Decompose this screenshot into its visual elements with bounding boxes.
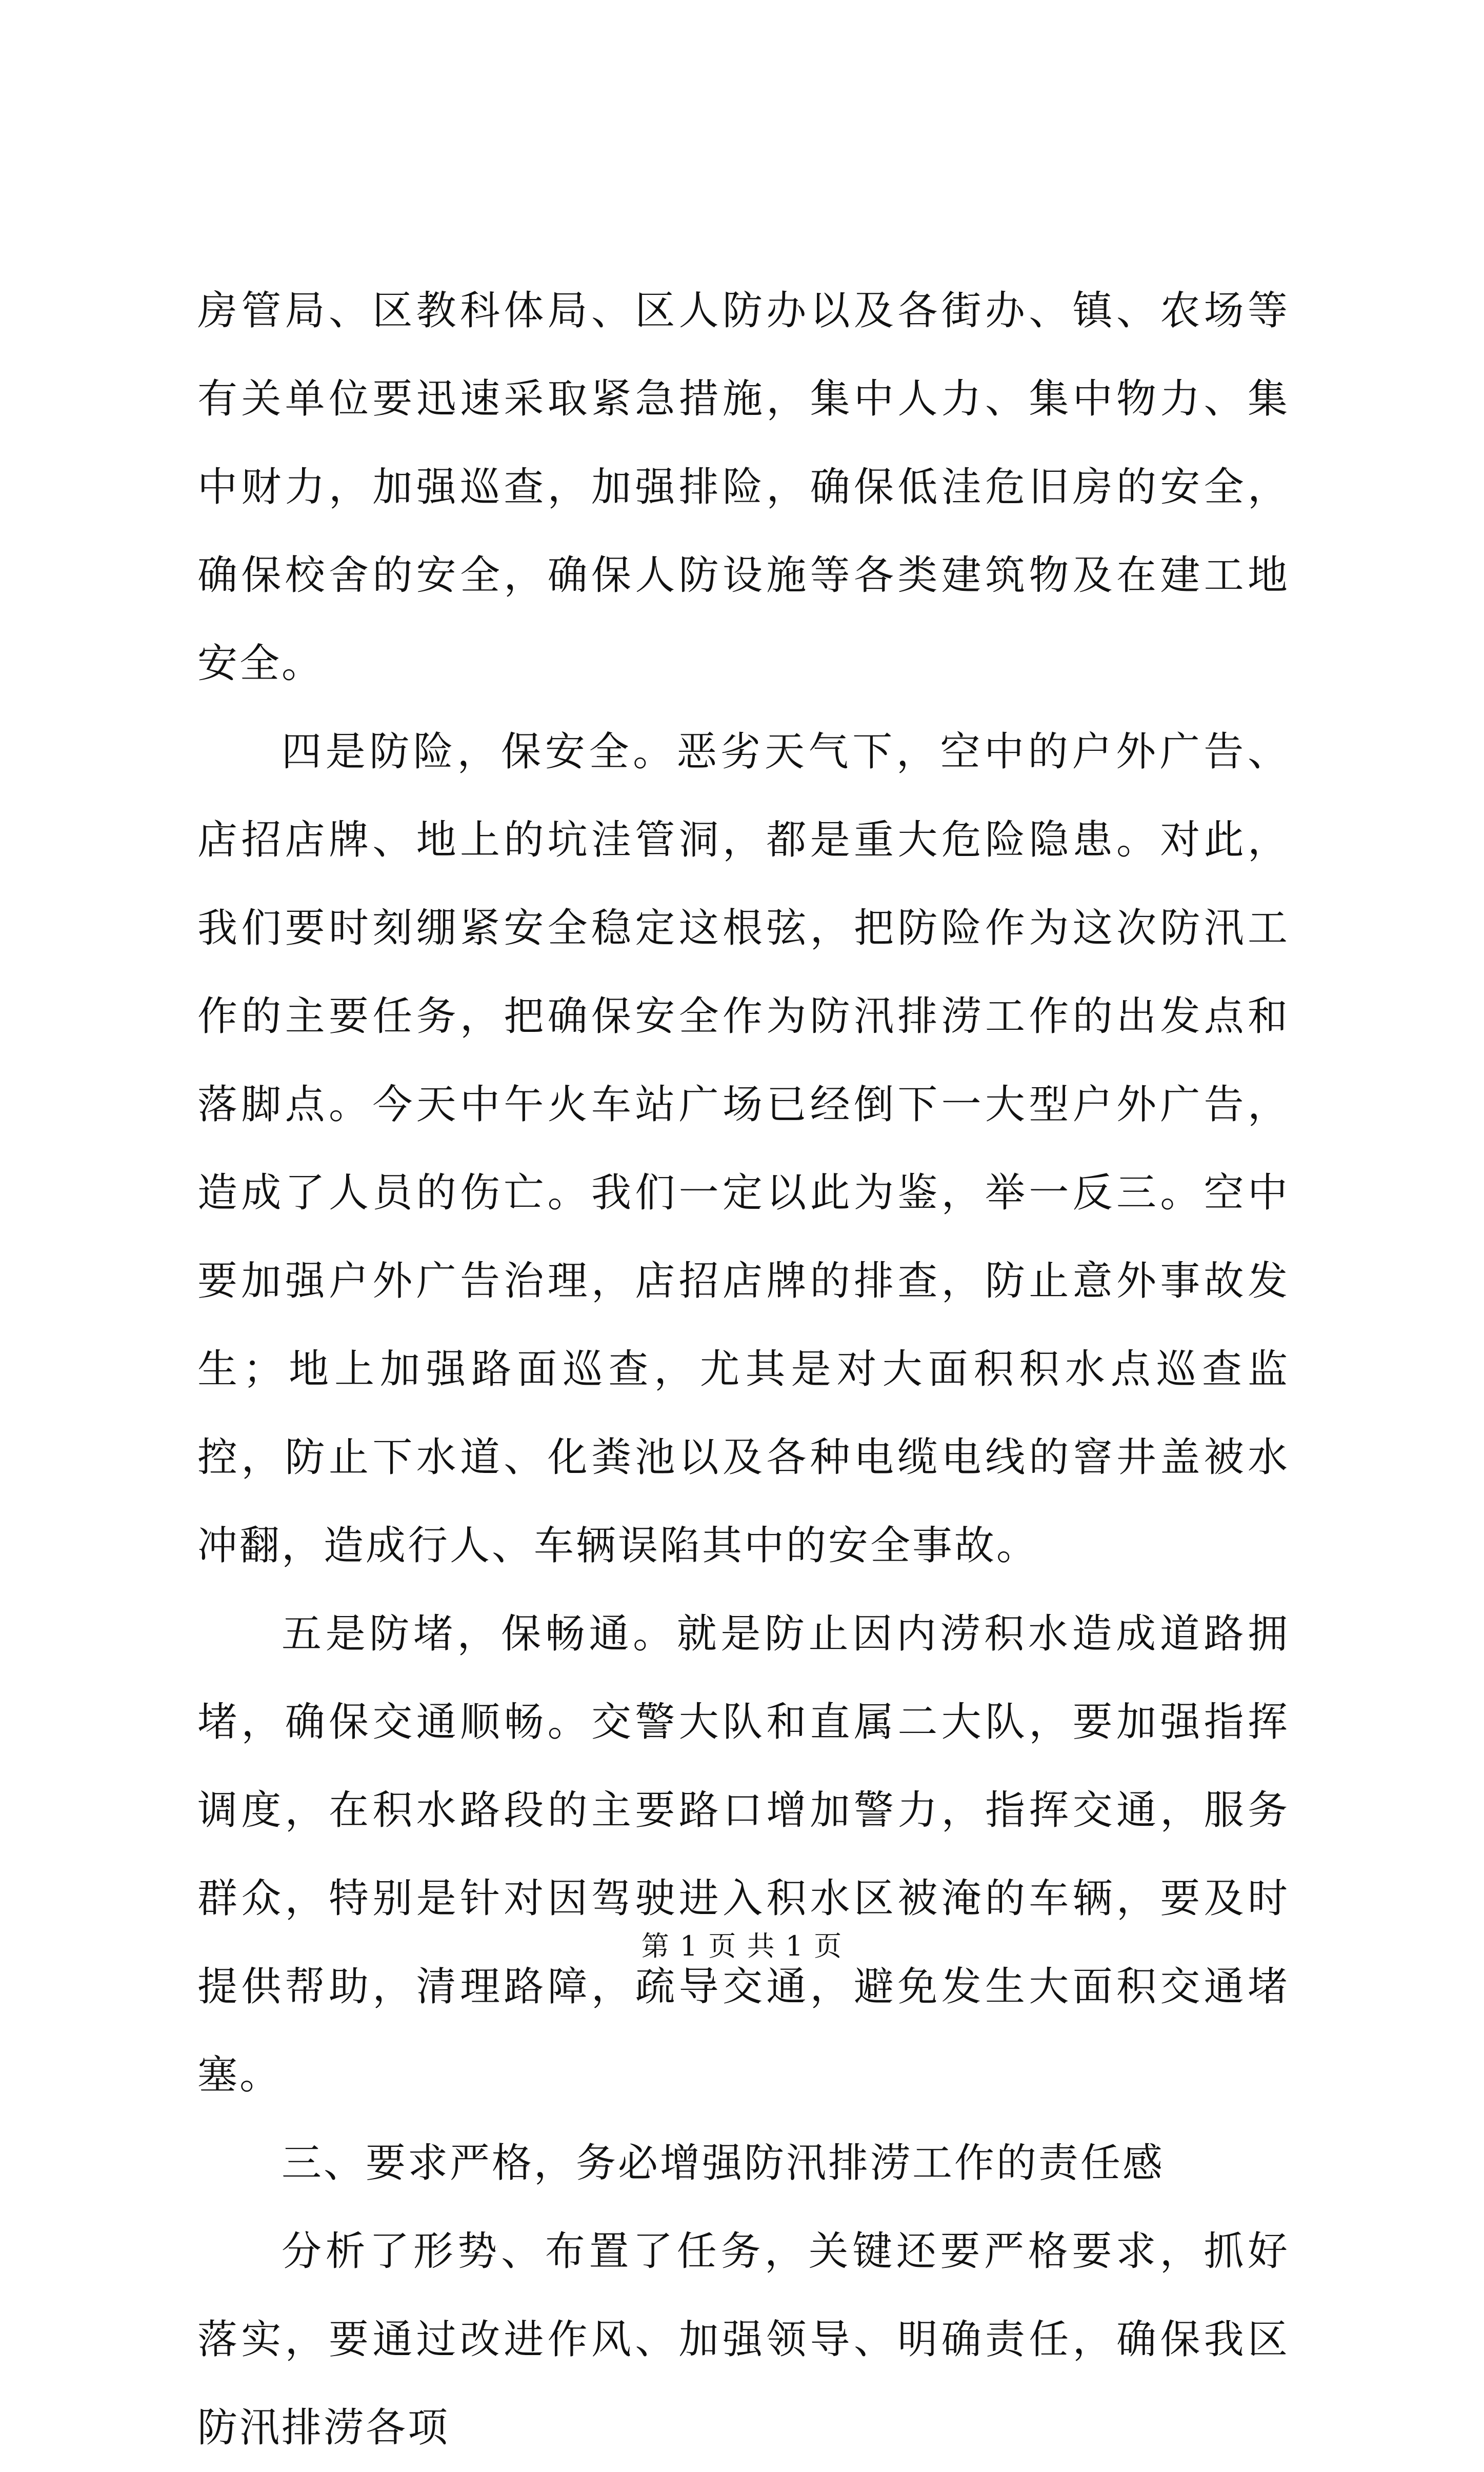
paragraph-point-five: 五是防堵，保畅通。就是防止因内涝积水造成道路拥堵，确保交通顺畅。交警大队和直属二大队，要加强指挥调度，在积水路段的主要路口增加警力，指挥交通，服务群众，特别是针对因驾驶进入积水区被淹的车辆，要及时提供帮助，清理路障，疏导交通，避免发生大面积交通堵塞。 [197, 1611, 1290, 2098]
document-body [197, 267, 1290, 2472]
paragraph-continuation: 房管局、区教科体局、区人防办以及各街办、镇、农场等有关单位要迅速采取紧急措施，集中人力、集中物力、集中财力，加强巡查，加强排险，确保低洼危旧房的安全，确保校舍的安全，确保人防设施等各类建筑物及在建工地安全。 [197, 288, 1290, 687]
paragraph-point-four: 四是防险，保安全。恶劣天气下，空中的户外广告、店招店牌、地上的坑洼管洞，都是重大危险隐患。对此，我们要时刻绷紧安全稳定这根弦，把防险作为这次防汛工作的主要任务，把确保安全作为防汛排涝工作的出发点和落脚点。今天中午火车站广场已经倒下一大型户外广告，造成了人员的伤亡。我们一定以此为鉴，举一反三。空中要加强户外广告治理，店招店牌的排查，防止意外事故发生；地上加强路面巡查，尤其是对大面积积水点巡查监控，防止下水道、化粪池以及各种电缆电线的窨井盖被水冲翻，造成行人、车辆误陷其中的安全事故。 [197, 729, 1290, 1569]
paragraph-requirements: 分析了形势、布置了任务，关键还要严格要求，抓好落实，要通过改进作风、加强领导、明确责任，确保我区防汛排涝各项 [197, 2228, 1290, 2451]
page-footer: 第 1 页 共 1 页 [641, 1930, 843, 1962]
section-heading-three: 三、要求严格，务必增强防汛排涝工作的责任感 [282, 2140, 1165, 2186]
